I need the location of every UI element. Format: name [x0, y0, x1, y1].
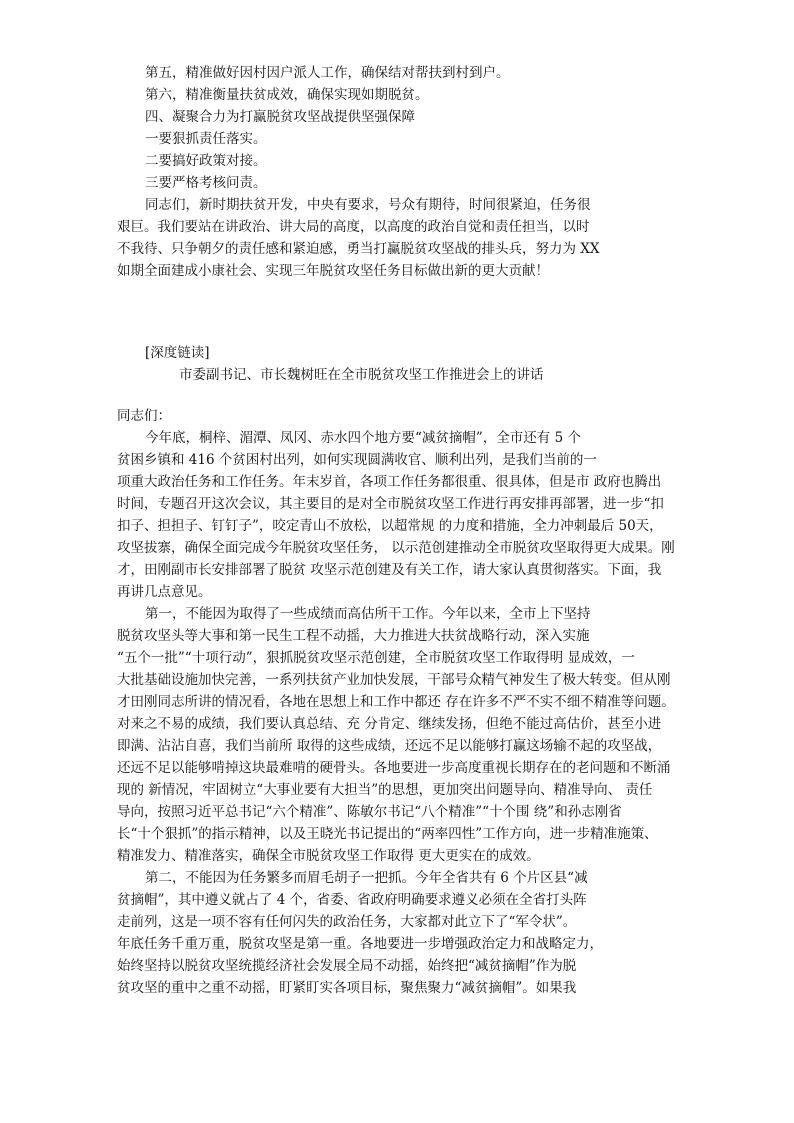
- text-line: 导向，按照习近平总书记“六个精准”、陈敏尔书记“八个精准”“十个围 绕”和孙志刚省: [117, 804, 622, 820]
- text-line: 艰巨。我们要站在讲政治、讲大局的高度，以高度的政治自觉和责任担当，以时: [117, 219, 590, 235]
- text-line: 项重大政治任务和工作任务。年末岁首，各项工作任务都很重、很具体，但是市 政府也腾出: [117, 474, 662, 490]
- text-line: 三要严格考核问责。: [145, 175, 267, 191]
- text-line: 第六，精准衡量扶贫成效，确保实现如期脱贫。: [145, 87, 429, 103]
- text-line: 对来之不易的成绩，我们要认真总结、充 分肯定、继续发扬，但绝不能过高估价，甚至小进: [117, 716, 662, 732]
- text-line: 一要狠抓责任落实。: [145, 131, 267, 147]
- text-line: 大批基础设施加快完善，一系列扶贫产业加快发展，干部号众精气神发生了极大转变。但从刚: [117, 672, 671, 688]
- text-line: 第一，不能因为取得了一些成绩而高估所干工作。今年以来，全市上下坚持: [145, 606, 591, 622]
- text-line: 贫摘帽”，其中遵义就占了 4 个，省委、省政府明确要求遵义必须在全省打头阵: [117, 892, 587, 908]
- text-line: 现的 新情况，牢固树立“大事业要有大担当”的思想，更加突出问题导向、精准导向、 责任: [117, 782, 653, 798]
- text-line: 贫攻坚的重中之重不动摇，盯紧盯实各项目标，聚焦聚力“减贫摘帽”。如果我: [117, 980, 577, 996]
- text-line: 即满、沾沾自喜，我们当前所 取得的这些成绩，还远不足以能够打赢这场输不起的攻坚战，: [117, 738, 662, 754]
- text-line: 才田刚同志所讲的情况看，各地在思想上和工作中都还 存在许多不严不实不细不精准等问题。: [117, 694, 675, 710]
- section-heading: 四、凝聚合力为打赢脱贫攻坚战提供坚强保障: [145, 109, 415, 125]
- salutation: 同志们：: [117, 408, 171, 424]
- text-line: 再讲几点意见。: [117, 584, 212, 600]
- text-line: 才，田刚副市长安排部署了脱贫 攻坚示范创建及有关工作，请大家认真贯彻落实。下面，我: [117, 562, 662, 578]
- text-line: 年底任务千重万重，脱贫攻坚是第一重。各地要进一步增强政治定力和战略定力，: [117, 936, 603, 952]
- text-line: “五个一批”“十项行动”，狠抓脱贫攻坚示范创建，全市脱贫攻坚工作取得明 显成效，一: [117, 650, 635, 666]
- text-line: 二要搞好政策对接。: [145, 153, 267, 169]
- text-line: 走前列，这是一项不容有任何闪失的政治任务，大家都对此立下了“军令状”。: [117, 914, 577, 930]
- text-line: 时间，专题召开这次会议，其主要目的是对全市脱贫攻坚工作进行再安排再部署，进一步“扣: [117, 496, 664, 512]
- text-line: 精准发力、精准落实，确保全市脱贫攻坚工作取得 更大更实在的成效。: [117, 848, 540, 864]
- text-line: 今年底，桐梓、湄潭、凤冈、赤水四个地方要“减贫摘帽”，全市还有 5 个: [145, 430, 581, 446]
- text-line: 长“十个狠抓”的指示精神，以及王晓光书记提出的“两率四性”工作方向，进一步精准施策、: [117, 826, 658, 842]
- text-line: 始终坚持以脱贫攻坚统揽经济社会发展全局不动摇，始终把“减贫摘帽”作为脱: [117, 958, 577, 974]
- text-line: 贫困乡镇和 416 个贫困村出列，如何实现圆满收官、顺利出列，是我们当前的一: [117, 452, 597, 468]
- text-line: 还远不足以能够啃掉这块最难啃的硬骨头。各地要进一步高度重视长期存在的老问题和不断涌: [117, 760, 671, 776]
- text-line: 脱贫攻坚头等大事和第一民生工程不动摇，大力推进大扶贫战略行动，深入实施: [117, 628, 590, 644]
- link-label: [深度链读]: [145, 345, 210, 361]
- text-line: 攻坚拔寨，确保全面完成今年脱贫攻坚任务， 以示范创建推动全市脱贫攻坚取得更大成果。刚: [117, 540, 675, 556]
- text-line: 同志们，新时期扶贫开发，中央有要求，号众有期待，时间很紧迫，任务很: [145, 197, 591, 213]
- text-line: 第五，精准做好因村因户派人工作，确保结对帮扶到村到户。: [145, 65, 510, 81]
- article-title: 市委副书记、市长魏树旺在全市脱贫攻坚工作推进会上的讲话: [179, 367, 544, 383]
- text-line: 如期全面建成小康社会、实现三年脱贫攻坚任务目标做出新的更大贡献！: [117, 263, 549, 279]
- text-line: 不我待、只争朝夕的责任感和紧迫感，勇当打赢脱贫攻坚战的排头兵，努力为 XX: [117, 241, 600, 257]
- text-line: 第二，不能因为任务繁多而眉毛胡子一把抓。今年全省共有 6 个片区县“减: [145, 870, 588, 886]
- text-line: 扣子、担担子、钉钉子”，咬定青山不放松，以超常规 的力度和措施，全力冲刺最后 50天，: [117, 518, 663, 534]
